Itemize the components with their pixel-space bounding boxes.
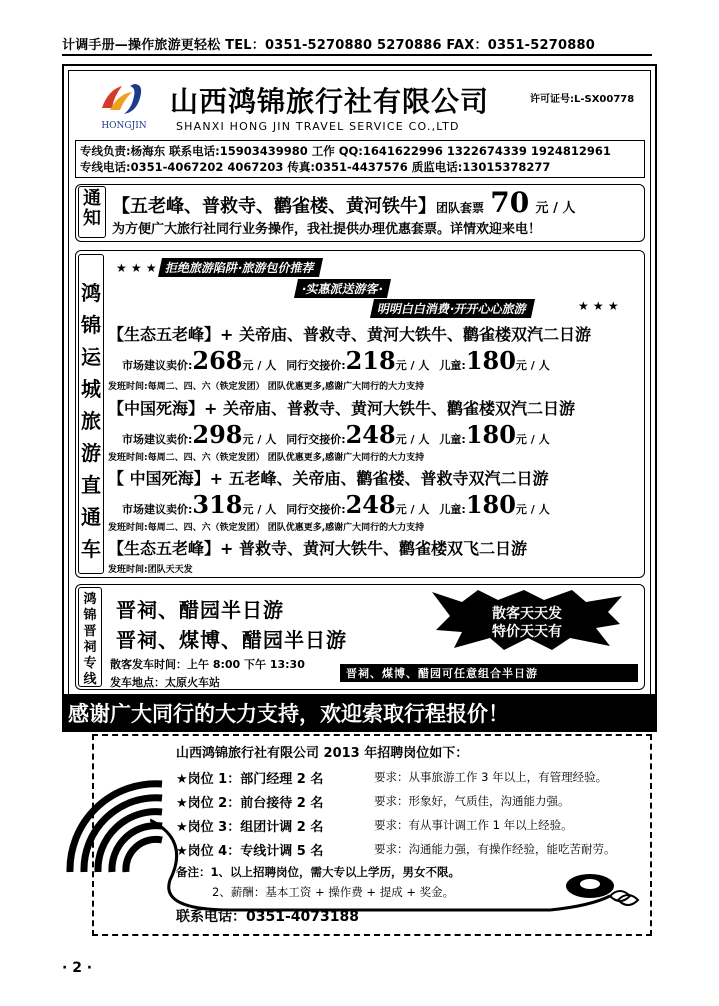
- route-4-name: 【生态五老峰】+ 普救寺、黄河大铁牛、鹳雀楼双飞二日游: [108, 539, 527, 558]
- promo-burst: [432, 590, 622, 650]
- price-unit: 元 / 人: [395, 359, 430, 372]
- combo-banner: 晋祠、煤博、醋园可任意组合半日游: [340, 664, 638, 682]
- contact-box: [75, 140, 645, 178]
- market-price-label: 市场建议卖价:: [122, 433, 193, 446]
- jinci-route-2: 晋祠、煤博、醋园半日游: [116, 628, 347, 652]
- child-price-label: 儿童:: [439, 433, 466, 446]
- notice-attractions: 【五老峰、普救寺、鹳雀楼、黄河铁牛】: [112, 196, 436, 217]
- burst-line-1: 散客天天发: [492, 606, 562, 622]
- position-2-requirement: 要求：形象好，气质佳，沟通能力强。: [374, 794, 570, 808]
- notice-line-1: [112, 186, 575, 219]
- route-3-schedule: 发班时间:每周二、四、六（铁定发团） 团队优惠更多,感谢广大同行的大力支持: [108, 523, 425, 533]
- jinci-route-1: 晋祠、醋园半日游: [116, 598, 284, 622]
- price-unit: 元 / 人: [395, 433, 430, 446]
- route-2-prices: [122, 420, 550, 449]
- price-unit: 元 / 人: [242, 503, 277, 516]
- contact-line-2: 专线电话:0351-4067202 4067203 传真:0351-4437576 质监电话:13015378277: [80, 160, 551, 174]
- notice-title: 通知: [78, 186, 106, 238]
- burst-line-2: 特价天天有: [492, 624, 562, 640]
- market-price: 318: [192, 490, 243, 519]
- route-2-name: 【中国死海】+ 关帝庙、普救寺、黄河大铁牛、鹳雀楼双汽二日游: [108, 399, 575, 418]
- stars-right: ★ ★ ★: [578, 299, 619, 313]
- notice-package-label: 团队套票: [436, 201, 485, 215]
- yuncheng-title: 鸿锦运城旅游直通车: [78, 254, 104, 574]
- price-unit: 元 / 人: [242, 359, 277, 372]
- license-number: 许可证号:L-SX00778: [530, 94, 635, 105]
- notice-line-2: 为方便广大旅行社同行业务操作，我社提供办理优惠套票。详情欢迎来电！: [112, 222, 542, 237]
- banner-clear-consumption: 明明白白消费·开开心心旅游: [370, 299, 535, 318]
- recruit-note-2: 2、薪酬：基本工资 + 操作费 + 提成 + 奖金。: [212, 885, 455, 899]
- recruit-phone: 联系电话：0351-4073188: [176, 909, 359, 925]
- market-price-label: 市场建议卖价:: [122, 503, 193, 516]
- price-unit: 元 / 人: [515, 359, 550, 372]
- child-price-label: 儿童:: [439, 359, 466, 372]
- position-1: ★岗位 1：部门经理 2 名: [176, 772, 324, 787]
- child-price: 180: [465, 346, 516, 375]
- position-1-requirement: 要求：从事旅游工作 3 年以上，有管理经验。: [374, 770, 608, 784]
- child-price: 180: [465, 420, 516, 449]
- departure-time: 散客发车时间：上午 8:00 下午 13:30: [110, 658, 305, 671]
- market-price: 268: [192, 346, 243, 375]
- position-2: ★岗位 2：前台接待 2 名: [176, 796, 324, 811]
- child-price-label: 儿童:: [439, 503, 466, 516]
- peer-price-label: 同行交接价:: [286, 433, 346, 446]
- peer-price-label: 同行交接价:: [286, 503, 346, 516]
- banner-discount: ·实惠派送游客·: [294, 279, 391, 298]
- company-name-cn: 山西鸿锦旅行社有限公司: [170, 85, 490, 118]
- position-4: ★岗位 4：专线计调 5 名: [176, 844, 324, 859]
- peer-price: 248: [345, 490, 396, 519]
- price-unit: 元 / 人: [242, 433, 277, 446]
- logo-text: HONGJIN: [101, 121, 147, 131]
- market-price: 298: [192, 420, 243, 449]
- route-3-prices: [122, 490, 550, 519]
- position-4-requirement: 要求：沟通能力强，有操作经验，能吃苦耐劳。: [374, 842, 616, 856]
- route-2-schedule: 发班时间:每周二、四、六（铁定发团） 团队优惠更多,感谢广大同行的大力支持: [108, 453, 425, 463]
- route-3-name: 【 中国死海】+ 五老峰、关帝庙、鹳雀楼、普救寺双汽二日游: [108, 469, 549, 488]
- stars-left: ★ ★ ★: [116, 261, 157, 275]
- route-1-name: 【生态五老峰】+ 关帝庙、普救寺、黄河大铁牛、鹳雀楼双汽二日游: [108, 325, 591, 344]
- recruit-note-1: 备注：1、以上招聘岗位，需大专以上学历，男女不限。: [176, 865, 460, 879]
- company-logo: [88, 78, 160, 132]
- notice-price-unit: 元 / 人: [535, 201, 576, 216]
- recruit-title: 山西鸿锦旅行社有限公司 2013 年招聘岗位如下：: [176, 746, 469, 761]
- price-unit: 元 / 人: [395, 503, 430, 516]
- route-1-schedule: 发班时间:每周二、四、六（铁定发团） 团队优惠更多,感谢广大同行的大力支持: [108, 382, 425, 392]
- route-4-schedule: 发班时间:团队天天发: [108, 565, 193, 575]
- price-unit: 元 / 人: [515, 433, 550, 446]
- departure-place: 发车地点：太原火车站: [110, 676, 220, 689]
- thanks-banner: 感谢广大同行的大力支持，欢迎索取行程报价！: [62, 694, 657, 730]
- notice-price: 70: [490, 186, 530, 219]
- peer-price-label: 同行交接价:: [286, 359, 346, 372]
- position-3-requirement: 要求：有从事计调工作 1 年以上经验。: [374, 818, 573, 832]
- child-price: 180: [465, 490, 516, 519]
- company-name-en: SHANXI HONG JIN TRAVEL SERVICE CO.,LTD: [176, 120, 460, 133]
- contact-line-1: 专线负责:杨海东 联系电话:15903439980 工作 QQ:1641622996 1322674339 1924812961: [80, 144, 611, 158]
- market-price-label: 市场建议卖价:: [122, 359, 193, 372]
- page-header: 计调手册—操作旅游更轻松 TEL：0351-5270880 5270886 FAX：0351-5270880: [62, 34, 652, 56]
- route-1-prices: [122, 346, 550, 375]
- position-3: ★岗位 3：组团计调 2 名: [176, 820, 324, 835]
- page-number: · 2 ·: [62, 960, 93, 976]
- price-unit: 元 / 人: [515, 503, 550, 516]
- banner-no-traps: 拒绝旅游陷阱·旅游包价推荐: [158, 258, 323, 277]
- peer-price: 248: [345, 420, 396, 449]
- peer-price: 218: [345, 346, 396, 375]
- jinci-title: 鸿锦晋祠专线: [78, 587, 102, 687]
